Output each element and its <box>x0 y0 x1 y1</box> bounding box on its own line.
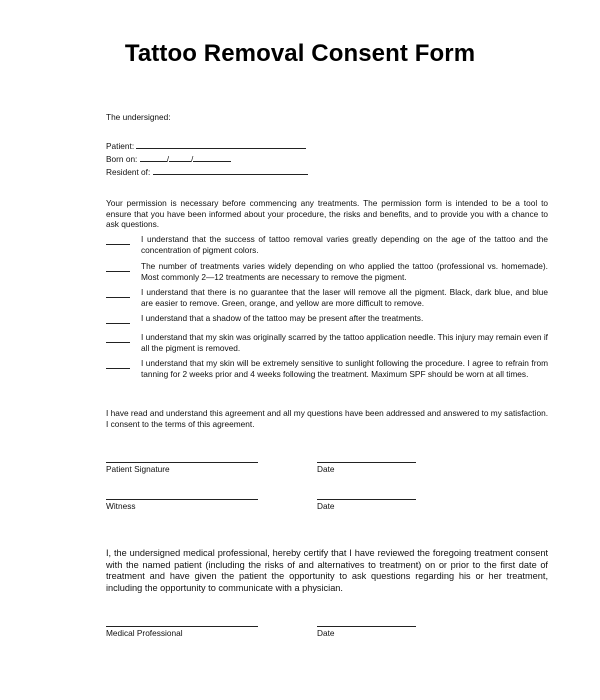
medical-professional-label: Medical Professional <box>106 628 183 638</box>
initial-blank-2[interactable] <box>106 263 130 272</box>
initial-blank-4[interactable] <box>106 315 130 324</box>
resident-field[interactable] <box>153 166 308 175</box>
date-separator: / <box>166 154 169 164</box>
form-title: Tattoo Removal Consent Form <box>124 40 476 67</box>
consent-item-6: I understand that my skin will be extremely sensitive to sunlight following the procedure. I agree to refrain from tanning for 2 weeks prior and 4 weeks following the treatment. Maximum SPF should be worn at all times. <box>141 358 548 379</box>
witness-date-label: Date <box>317 501 335 511</box>
initial-blank-5[interactable] <box>106 334 130 343</box>
intro-paragraph: Your permission is necessary before commencing any treatments. The permission form is intended to be a tool to ensure that you have been informed about your procedure, the risks and benefits, and to provide you with a chance to ask questions. <box>106 198 548 229</box>
resident-label: Resident of: <box>106 167 151 177</box>
witness-signature-line[interactable] <box>106 499 258 500</box>
consent-item-5: I understand that my skin was originally scarred by the tattoo application needle. This injury may remain even if all the pigment is removed. <box>141 332 548 353</box>
patient-label: Patient: <box>106 141 135 151</box>
certification-paragraph: I, the undersigned medical professional, hereby certify that I have reviewed the foregoing treatment consent with the named patient (including the risks of and alternatives to treatment) on or prior to the first date of treatment and have given the patient the opportunity to ask questions regarding his or her treatment, including the opportunity to communicate with a physician. <box>106 548 548 593</box>
birth-day-field[interactable] <box>166 153 194 164</box>
agreement-paragraph: I have read and understand this agreement and all my questions have been addressed and answered to my satisfaction. I consent to the terms of this agreement. <box>106 408 548 429</box>
initial-blank-3[interactable] <box>106 289 130 298</box>
consent-item-3: I understand that there is no guarantee that the laser will remove all the pigment. Black, dark blue, and blue are easier to remove. Green, orange, and yellow are more difficult to remove. <box>141 287 548 308</box>
consent-item-2: The number of treatments varies widely depending on who applied the tattoo (professional vs. homemade). Most commonly 2—12 treatments are necessary to remove the pigment. <box>141 261 548 282</box>
patient-signature-line[interactable] <box>106 462 258 463</box>
medical-date-label: Date <box>317 628 335 638</box>
patient-row <box>106 140 306 152</box>
born-on-label: Born on: <box>106 154 138 164</box>
witness-label: Witness <box>106 501 136 511</box>
consent-item-4: I understand that a shadow of the tattoo may be present after the treatments. <box>141 313 424 323</box>
consent-item-1: I understand that the success of tattoo removal varies greatly depending on the age of the tattoo and the concentration of pigment colors. <box>141 234 548 255</box>
patient-signature-label: Patient Signature <box>106 464 170 474</box>
witness-date-line[interactable] <box>317 499 416 500</box>
initial-blank-6[interactable] <box>106 360 130 369</box>
birth-month-field[interactable] <box>140 153 167 162</box>
medical-professional-signature-line[interactable] <box>106 626 258 627</box>
date-separator: / <box>191 154 194 164</box>
undersigned-label: The undersigned: <box>106 112 171 122</box>
medical-date-line[interactable] <box>317 626 416 627</box>
born-on-row <box>106 153 231 165</box>
resident-row <box>106 166 308 178</box>
birth-year-field[interactable] <box>193 153 231 162</box>
initial-blank-1[interactable] <box>106 236 130 245</box>
patient-name-field[interactable] <box>136 140 306 149</box>
patient-date-line[interactable] <box>317 462 416 463</box>
patient-date-label: Date <box>317 464 335 474</box>
